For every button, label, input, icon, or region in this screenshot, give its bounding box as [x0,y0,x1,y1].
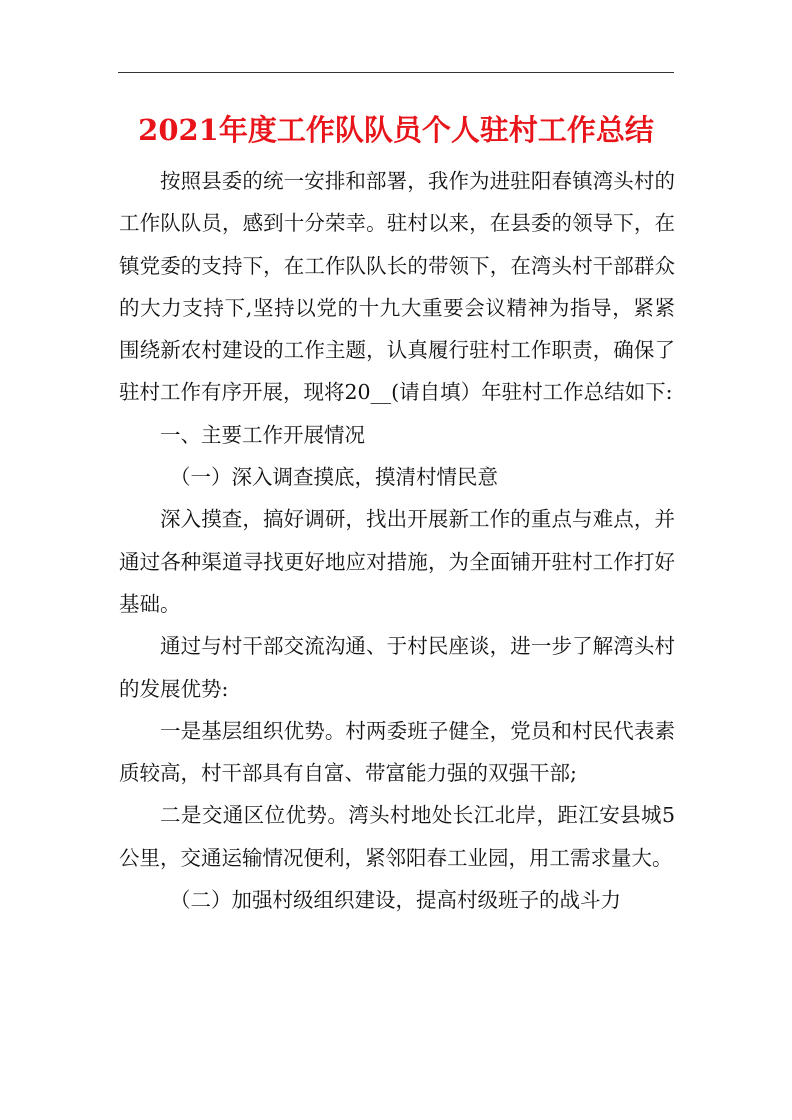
section-heading: 一、主要工作开展情况 [160,422,365,447]
subsection-heading: （二）加强村级组织建设，提高村级班子的战斗力 [170,888,621,913]
intro-paragraph: 按照县委的统一安排和部署，我作为进驻阳春镇湾头村的工作队队员，感到十分荣幸。驻村以来，在县委的领导下，在镇党委的支持下，在工作队队长的带领下，在湾头村干部群众的大力支持下,坚持以党的十九大重要会议精神为指导，紧紧围绕新农村建设的工作主题，认真履行驻村工作职责，确保了驻村工作有序开展，现将20__(请自填）年驻村工作总结如下: [119,169,675,405]
body-paragraph: 一是基层组织优势。村两委班子健全，党员和村民代表素质较高，村干部具有自富、带富能力强的双强干部; [119,718,675,786]
body-paragraph: 二是交通区位优势。湾头村地处长江北岸，距江安县城5公里，交通运输情况便利，紧邻阳春工业园，用工需求量大。 [119,803,675,870]
body-paragraph: 深入摸查，搞好调研，找出开展新工作的重点与难点，并通过各种渠道寻找更好地应对措施，为全面铺开驻村工作打好基础。 [119,507,675,616]
header-rule [118,72,674,73]
document-title: 2021年度工作队队员个人驻村工作总结 [138,113,654,147]
body-paragraph: 通过与村干部交流沟通、于村民座谈，进一步了解湾头村的发展优势: [119,634,675,701]
subsection-heading: （一）深入调查摸底，摸清村情民意 [170,465,498,490]
document-body [119,160,675,921]
